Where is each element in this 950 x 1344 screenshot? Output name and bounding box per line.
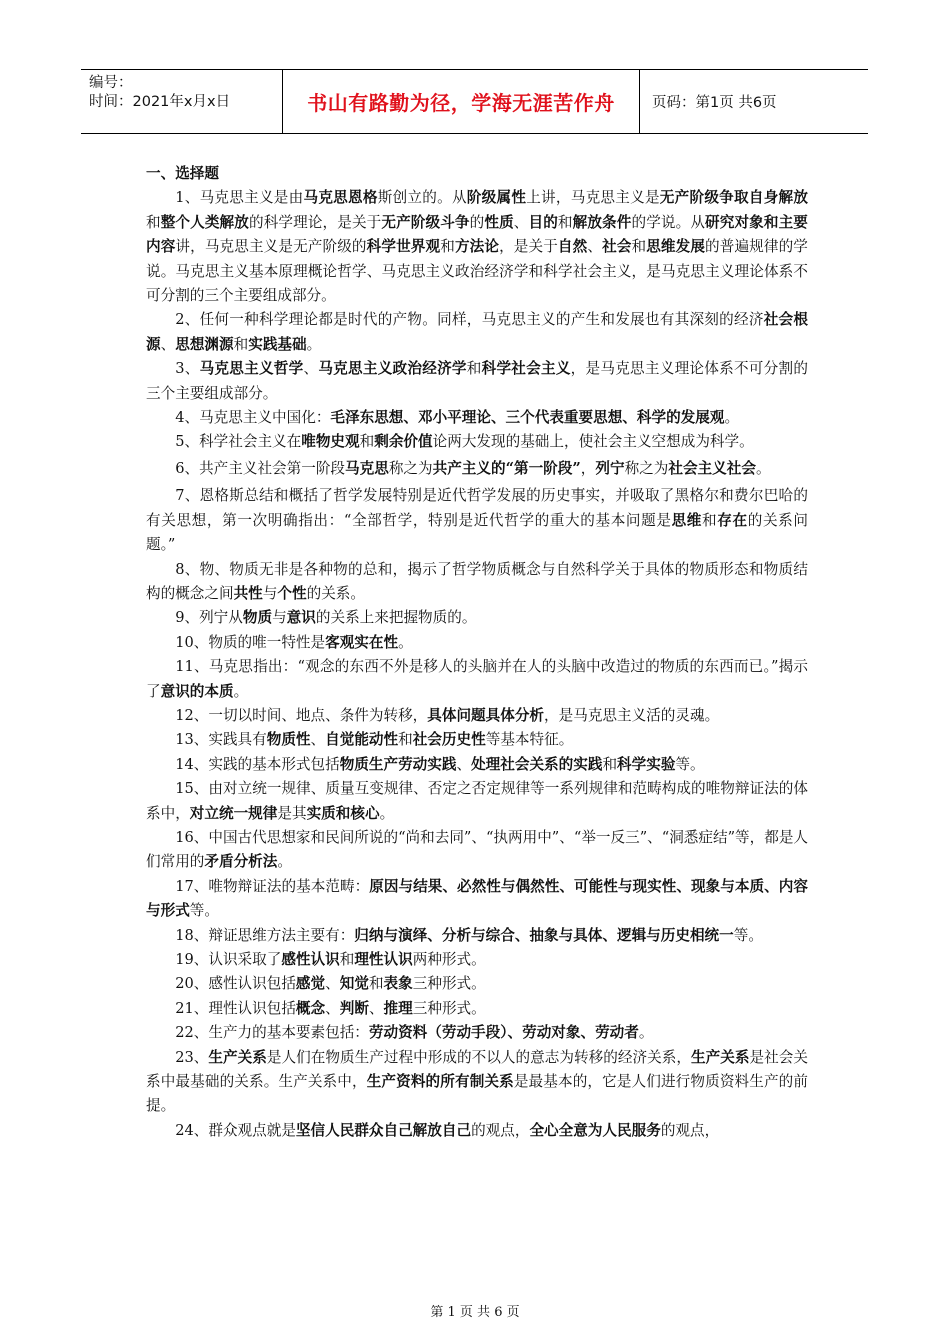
item-paragraph — [146, 186, 808, 308]
item-text: 。 — [755, 460, 771, 478]
item-paragraph — [146, 924, 808, 948]
item-text: 的观点， — [660, 1121, 720, 1139]
key-term: 生产关系 — [691, 1048, 750, 1066]
item-text: 。 — [398, 633, 413, 651]
item-paragraph — [146, 1119, 808, 1143]
item-paragraph — [146, 430, 808, 454]
section-title: 一、选择题 — [146, 165, 219, 182]
item-text: 。 — [306, 335, 322, 353]
key-term: 生产资料的所有制关系 — [366, 1073, 514, 1091]
item-text: ，是马克思主义活的灵魂。 — [544, 706, 720, 724]
item-text: 的科学理论，是关于 — [248, 213, 382, 231]
key-term: 马克思恩格 — [303, 189, 378, 207]
item-text: 5、科学社会主义在 — [175, 433, 302, 451]
item-text: 、 — [587, 238, 603, 256]
key-term: 归纳与演绎、分析与综合、抽象与具体、逻辑与历史相统一 — [354, 926, 734, 944]
key-term: 科学世界观 — [366, 238, 441, 256]
key-term: 客观实在性 — [325, 633, 399, 651]
item-paragraph — [146, 484, 808, 557]
item-paragraph — [146, 558, 808, 607]
item-text: 、 — [303, 360, 319, 378]
item-text: 三种形式。 — [412, 975, 486, 993]
key-term: 概念 — [295, 999, 326, 1017]
item-paragraph — [146, 826, 808, 875]
key-term: 存在 — [717, 511, 748, 529]
key-term: 研究对象和主要内容 — [146, 213, 808, 256]
item-text: ，是马克思主义理论体系不可分割的三个主要组成部分。 — [146, 360, 808, 402]
key-term: 物质性 — [266, 731, 311, 749]
key-term: 知觉 — [339, 975, 369, 993]
item-paragraph — [146, 972, 808, 996]
item-text: 、 — [310, 731, 326, 749]
item-text: 、 — [368, 999, 384, 1017]
key-term: 个性 — [277, 584, 307, 602]
item-text: 和 — [146, 213, 161, 231]
key-term: 思想渊源 — [175, 335, 234, 353]
item-text: 的观点， — [471, 1121, 530, 1139]
item-paragraph — [146, 753, 808, 777]
item-text: 等基本特征。 — [485, 731, 574, 749]
item-paragraph — [146, 728, 808, 752]
item-text: 。 — [277, 853, 292, 871]
key-term: 整个人类解放 — [160, 213, 249, 231]
key-term: 科学社会主义 — [481, 360, 571, 378]
item-text: 和 — [557, 213, 573, 231]
key-term: 唯物史观 — [301, 433, 360, 451]
document-body — [146, 162, 808, 1143]
item-text: 2、任何一种科学理论都是时代的产物。同样，马克思主义的产生和发展也有其深刻的经济 — [175, 311, 764, 329]
key-term: 意识 — [286, 609, 316, 627]
key-term: 推理 — [383, 999, 413, 1017]
item-text: 讲，马克思主义是无产阶级的 — [175, 238, 367, 256]
item-text: 是最基本的，它是人们进行物质资料生产的前提。 — [146, 1073, 808, 1115]
item-text: 、 — [513, 213, 529, 231]
key-term: 思维 — [671, 511, 703, 529]
key-term: 自然 — [557, 238, 588, 256]
key-term: 剩余价值 — [374, 433, 433, 451]
item-paragraph — [146, 777, 808, 826]
key-term: 思维发展 — [646, 238, 706, 256]
item-text: 、 — [456, 755, 472, 773]
item-paragraph — [146, 948, 808, 972]
item-text: 的普遍规律的学说。马克思主义基本原理概论哲学、马克思主义政治经济学和科学社会主义，是马克思主义理论体系不可分割的三个主要组成部分。 — [146, 238, 808, 305]
key-term: 劳动资料（劳动手段）、劳动对象、劳动者 — [368, 1024, 639, 1042]
key-term: 判断 — [339, 999, 369, 1017]
key-term: 共产主义的“第一阶段” — [432, 460, 581, 478]
key-term: 性质 — [484, 213, 514, 231]
item-text: 3、 — [175, 360, 200, 378]
key-term: 共性 — [233, 584, 263, 602]
item-text: 、 — [325, 975, 340, 993]
key-term: 实践基础 — [248, 335, 307, 353]
item-text: 13、实践具有 — [175, 731, 267, 749]
item-text: 6、共产主义社会第一阶段 — [175, 460, 346, 478]
item-text: 。 — [638, 1024, 654, 1042]
key-term: 坚信人民群众自己解放自己 — [295, 1121, 472, 1139]
item-text: ，是关于 — [499, 238, 558, 256]
key-term: 科学实验 — [617, 755, 676, 773]
key-term: 对立统一规律 — [189, 804, 278, 822]
item-text: 和 — [339, 951, 355, 968]
item-text: 和 — [631, 238, 647, 256]
item-text: 11、马克思指出：“观念的东西不外是移人的头脑并在人的头脑中改造过的物质的东西而已。”揭示了 — [146, 658, 808, 700]
key-term: 马克思主义哲学 — [199, 360, 304, 378]
header-motto: 书山有路勤为径，学海无涯苦作舟 — [283, 70, 640, 133]
item-text: 4、马克思主义中国化： — [175, 409, 331, 427]
item-text: ， — [580, 460, 596, 478]
key-term: 目的 — [528, 213, 558, 231]
item-text: 是其 — [277, 804, 307, 822]
item-text: 和 — [602, 755, 618, 773]
key-term: 物质生产劳动实践 — [339, 755, 457, 773]
item-text: 15、由对立统一规律、质量互变规律、否定之否定规律等一系列规律和范畴构成的唯物辩证法的体系中， — [146, 780, 808, 822]
key-term: 自觉能动性 — [325, 731, 399, 749]
item-paragraph — [146, 997, 808, 1021]
key-term: 社会 — [602, 238, 632, 256]
item-text: 1、马克思主义是由 — [175, 189, 304, 207]
doc-number-label: 编号： — [89, 75, 133, 91]
item-text: 23、 — [175, 1048, 209, 1066]
key-term: 具体问题具体分析 — [427, 706, 545, 724]
item-text: 。 — [724, 409, 740, 427]
key-term: 方法论 — [454, 238, 500, 256]
item-paragraph — [146, 1046, 808, 1119]
item-text: 和 — [466, 360, 482, 378]
item-text: 21、理性认识包括 — [175, 999, 296, 1017]
item-text: 20、感性认识包括 — [175, 975, 296, 993]
item-text: 。 — [233, 682, 249, 700]
item-paragraph — [146, 406, 808, 430]
item-text: 和 — [233, 335, 249, 353]
page-footer: 第 1 页 共 6 页 — [430, 1305, 520, 1320]
item-text: 称之为 — [388, 460, 433, 478]
key-term: 表象 — [383, 975, 413, 993]
item-text: 和 — [398, 731, 413, 749]
item-text: 18、辩证思维方法主要有： — [175, 926, 355, 944]
item-text: 22、生产力的基本要素包括： — [175, 1024, 369, 1042]
item-text: 与 — [262, 584, 278, 602]
key-term: 社会历史性 — [412, 731, 486, 749]
item-text: 16、中国古代思想家和民间所说的“尚和去同”、“执两用中”、“举一反三”、“洞悉症结”等，都是人们常用的 — [146, 828, 809, 871]
item-text: 和 — [359, 433, 375, 451]
key-term: 矛盾分析法 — [204, 853, 278, 871]
item-paragraph — [146, 875, 808, 924]
item-text: 斯创立的。从 — [377, 189, 467, 207]
item-text: 14、实践的基本形式包括 — [175, 755, 340, 773]
doc-date-label: 时间：2021年x月x日 — [89, 94, 231, 110]
item-paragraph — [146, 1021, 808, 1045]
item-text: 10、物质的唯一特性是 — [175, 633, 326, 651]
item-paragraph — [146, 631, 808, 655]
item-text: 、 — [160, 335, 176, 353]
item-text: 与 — [272, 609, 287, 627]
key-term: 全心全意为人民服务 — [529, 1121, 661, 1139]
item-text: 24、群众观点就是 — [175, 1121, 296, 1139]
key-term: 阶级属性 — [466, 189, 527, 207]
item-text: 9、列宁从 — [175, 609, 243, 627]
key-term: 解放条件 — [572, 213, 632, 231]
item-text: 17、唯物辩证法的基本范畴： — [175, 877, 370, 895]
item-text: 论两大发现的基础上，使社会主义空想成为科学。 — [432, 433, 754, 451]
item-text: 上讲，马克思主义是 — [526, 189, 660, 207]
item-text: 等。 — [189, 902, 219, 920]
key-term: 无产阶级斗争 — [381, 213, 470, 231]
key-term: 社会根源 — [146, 311, 808, 353]
item-text: 是人们在物质生产过程中形成的不以人的意志为转移的经济关系， — [266, 1048, 691, 1066]
item-text: 和 — [440, 238, 455, 256]
item-paragraph — [146, 308, 808, 357]
header-meta — [81, 70, 283, 133]
item-text: 19、认识采取了 — [175, 951, 282, 968]
page-header — [81, 69, 868, 134]
item-paragraph — [146, 357, 808, 406]
item-paragraph — [146, 606, 808, 630]
item-text: 7、恩格斯总结和概括了哲学发展特别是近代哲学发展的历史事实，并吸取了黑格尔和费尔巴哈的有关思想，第一次明确指出：“全部哲学，特别是近代哲学的重大的基本问题是 — [146, 487, 808, 529]
item-text: 三种形式。 — [412, 999, 486, 1017]
key-term: 无产阶级争取自身解放 — [659, 189, 808, 207]
item-text: 的学说。从 — [631, 213, 706, 231]
key-term: 原因与结果、必然性与偶然性、可能性与现实性、现象与本质、内容与形式 — [146, 877, 808, 920]
key-term: 生产关系 — [208, 1048, 267, 1066]
item-text: 、 — [325, 999, 340, 1017]
key-term: 实质和核心 — [306, 804, 380, 822]
item-text: 的关系问题。” — [146, 511, 808, 554]
item-text: 12、一切以时间、地点、条件为转移， — [175, 706, 428, 724]
item-text: 两种形式。 — [412, 951, 486, 968]
key-term: 意识的本质 — [160, 682, 234, 700]
item-text: 是社会关系中最基础的关系。生产关系中， — [146, 1048, 808, 1091]
key-term: 处理社会关系的实践 — [471, 755, 603, 773]
item-text: 等。 — [733, 926, 763, 944]
key-term: 感性认识 — [281, 951, 340, 968]
item-paragraph — [146, 704, 808, 728]
key-term: 马克思 — [345, 460, 389, 478]
header-page-info: 页码：第1页 共6页 — [652, 95, 777, 111]
key-term: 毛泽东思想、邓小平理论、三个代表重要思想、科学的发展观 — [330, 409, 725, 427]
item-text: 的关系。 — [306, 584, 365, 602]
key-term: 马克思主义政治经济学 — [318, 360, 467, 378]
item-paragraph — [146, 457, 808, 481]
item-text: 等。 — [675, 755, 705, 773]
item-text: 的 — [469, 213, 485, 231]
item-text: 和 — [368, 975, 384, 993]
item-text: 和 — [702, 511, 718, 529]
item-text: 称之为 — [624, 460, 669, 478]
item-text: 。 — [379, 804, 395, 822]
item-text: 的关系上来把握物质的。 — [315, 609, 477, 627]
item-paragraph — [146, 655, 808, 704]
item-text: 8、物、物质无非是各种物的总和，揭示了哲学物质概念与自然科学关于具体的物质形态和物质结构的概念之间 — [146, 560, 808, 602]
key-term: 理性认识 — [354, 951, 413, 968]
key-term: 社会主义社会 — [668, 460, 756, 478]
key-term: 列宁 — [595, 460, 625, 478]
key-term: 物质 — [242, 609, 273, 627]
key-term: 感觉 — [295, 975, 326, 993]
